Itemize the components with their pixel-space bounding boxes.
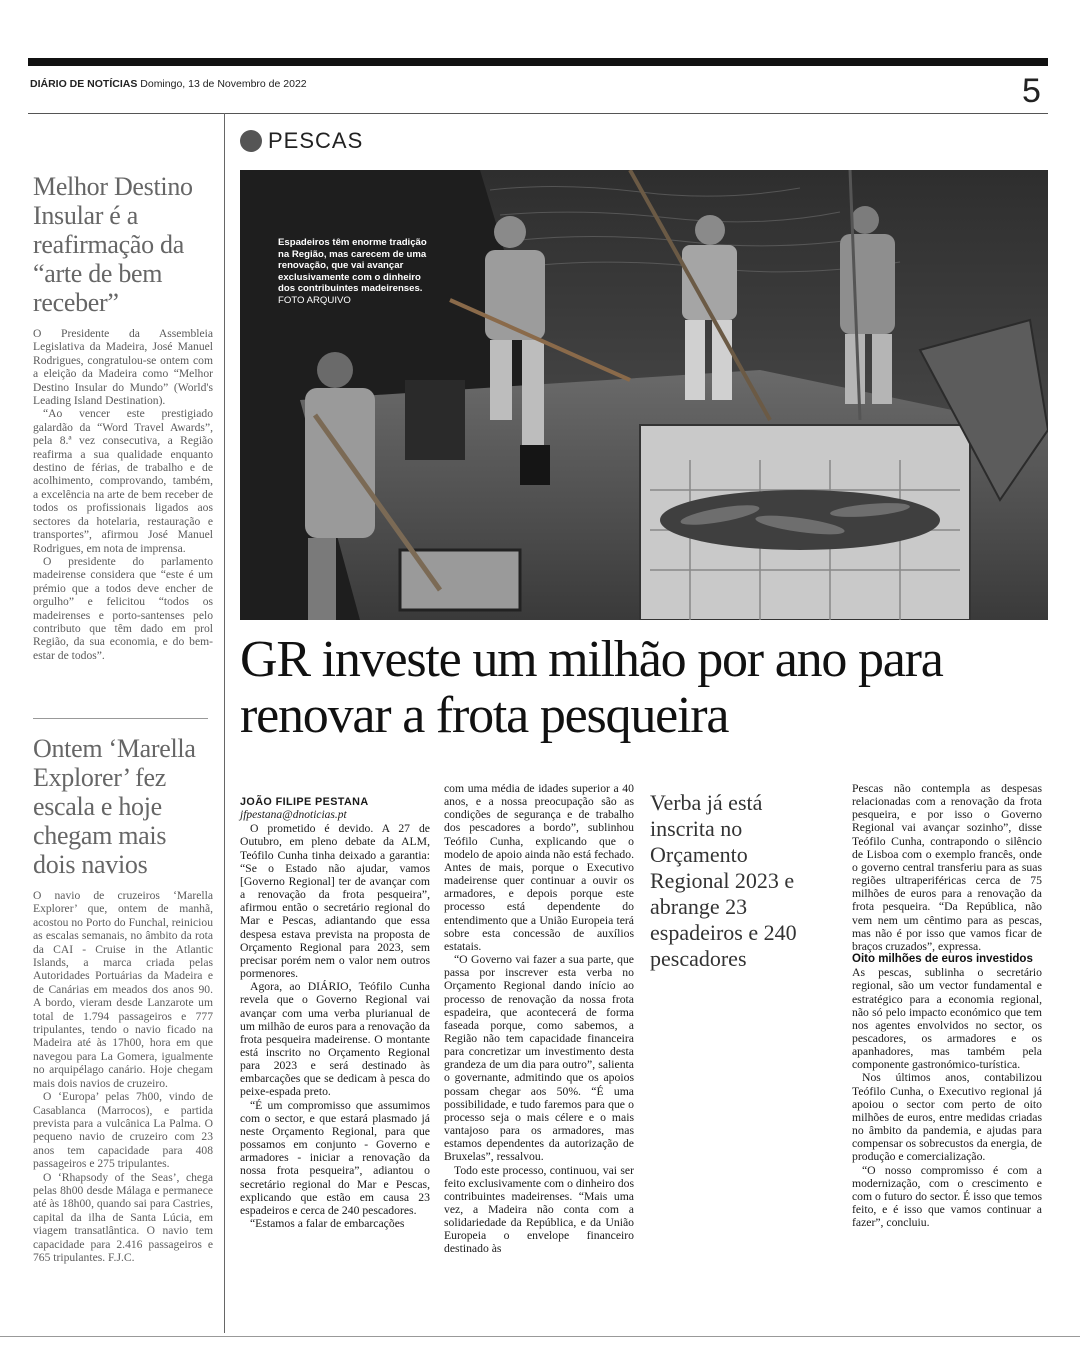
publication-date: Domingo, 13 de Novembro de 2022 (140, 78, 307, 90)
sidebar-separator (33, 718, 208, 719)
sidebar-story-1-paragraph: O Presidente da Assembleia Legislativa da Madeira, José Manuel Rodrigues, congratulou-se ontem com a eleição da Madeira como “Melhor Destino Insular do Mundo” (World's Leading Island Destination). (33, 327, 213, 408)
article-column-1 (240, 796, 430, 1230)
article-paragraph: As pescas, sublinha o secretário regional, são um vector fundamental e estratégico para a economia regional, não só pelo impacto económico que tem nos agentes envolvidos no sector, os pescadores, os armadores e os apanhadores, mas também pela componente gastronómico-turística. (852, 966, 1042, 1072)
article-headline: GR investe um milhão por ano para renovar a frota pesqueira (240, 631, 943, 744)
pull-quote: Verba já está inscrita no Orçamento Regional 2023 e abrange 23 espadeiros e 240 pescadores (650, 790, 797, 971)
section-label: PESCAS (268, 128, 364, 153)
article-paragraph: “O Governo vai fazer a sua parte, que passa por inscrever esta verba no Orçamento Regional dando início ao processo de renovação da nossa frota espadeira, que acontecerá de forma faseada porque, como sabemos, a Região não tem capacidade financeira para concretizar um investimento desta grandeza de um dia para outro”, salienta o governante, admitindo que os apoios possam chegar aos 50%. “É uma possibilidade, e tudo faremos para que o processo seja o mais célere e o mais vantajoso para os armadores, mas estamos dependentes da autorização de Bruxelas”, ressalvou. (444, 953, 634, 1164)
sidebar-story-1 (33, 172, 213, 662)
article-paragraph: Todo este processo, continuou, vai ser feito exclusivamente com o dinheiro dos contribuintes madeirenses. “Mais uma vez, a Madeira não conta com a solidariedade da República, e da União Europeia o envelope financeiro destinado às (444, 1163, 634, 1256)
header-rule (28, 113, 1048, 114)
sidebar-story-1-title: Melhor Destino Insular é a reafirmação da “arte de bem receber” (33, 172, 193, 317)
section-tag (240, 128, 363, 154)
sidebar-story-2-title: Ontem ‘Marella Explorer’ fez escala e hoje chegam mais dois navios (33, 734, 196, 879)
bottom-rule (0, 1336, 1080, 1337)
sidebar-story-2 (33, 734, 213, 1264)
sidebar-story-1-paragraph: “Ao vencer este prestigiado galardão da “Word Travel Awards”, pela 8.ª vez consecutiva, a Região reafirma a sua qualidade enquanto destino de férias, de trabalho e de acolhimento, comprovando, também, a excelência na arte de bem receber de todos os profissionais ligados aos sectores da hotelaria, restauração e transportes”, afirmou José Manuel Rodrigues, em nota de imprensa. (33, 407, 213, 555)
page-header (30, 78, 307, 90)
article-column-2 (444, 782, 634, 1256)
article-subhead: Oito milhões de euros investidos (852, 953, 1033, 966)
article-byline: JOÃO FILIPE PESTANA (240, 796, 369, 808)
article-paragraph: Nos últimos anos, contabilizou Teófilo Cunha, o Executivo regional já apoiou o sector com perto de oito milhões de euros, entre medidas criadas no âmbito da pandemia, e ajudas para compensar os sobrecustos da energia, de produção e comercialização. (852, 1071, 1042, 1164)
article-paragraph: “É um compromisso que assumimos com o sector, e que estará plasmado já neste Orçamento Regional, para que possamos em conjunto - Governo e armadores - iniciar a renovação da nossa frota pesqueira”, adiantou o secretário regional do Mar e Pescas, explicando que estão em causa 23 espadeiros e cerca de 240 pescadores. (240, 1098, 430, 1217)
article-paragraph: Pescas não contempla as despesas relacionadas com a renovação da frota pesqueira, e por isso o Governo Regional vai avançar sozinho”, disse Teófilo Cunha, contrapondo o silêncio de Lisboa com o exemplo francês, onde o governo central transferiu para as suas regiões ultraperiféricas cerca de 75 milhões de euros para a renovação da frota pesqueira. “Da República, não vem nem um cêntimo para as pescas, mas não é por isso que vamos ficar de braços cruzados”, expressa. (852, 782, 1042, 953)
article-paragraph: com uma média de idades superior a 40 anos, e a nossa preocupação são as condições de segurança e de trabalho dos pescadores a bordo”, sublinhou Teófilo Cunha, explicando que o modelo de apoio ainda não está fechado. Antes de mais, porque o Executivo madeirense quer continuar a ouvir os armadores, e depois porque este processo está dependente do entendimento que a União Europeia terá sobre esta concessão de auxílios estatais. (444, 782, 634, 953)
article-paragraph: “O nosso compromisso é com a modernização, com o crescimento e com o futuro do sector. É isso que temos feito, e é isso que vamos continuar a fazer”, concluiu. (852, 1163, 1042, 1230)
column-divider (224, 113, 225, 1333)
article-column-4 (852, 782, 1042, 1229)
publication-name: DIÁRIO DE NOTÍCIAS (30, 78, 138, 90)
page-number: 5 (1022, 72, 1041, 110)
sidebar-story-2-paragraph: O ‘Europa’ pelas 7h00, vindo de Casablanca (Marrocos), e partida prevista para a vulcânica La Palma. O pequeno navio de cruzeiro com 23 anos tem capacidade para 408 passageiros e 275 tripulantes. (33, 1090, 213, 1171)
sidebar-story-2-paragraph: O navio de cruzeiros ‘Marella Explorer’ que, ontem de manhã, acostou no Porto do Funchal, reiniciou as escalas semanais, no âmbito da rota da CAI - Cruise in the Atlantic Islands, a marca criada pelas Autoridades Portuárias da Madeira e de Canárias em meados dos anos 90. A bordo, vieram desde Lanzarote um total de 1.794 passageiros e 777 tripulantes, tendo o navio ficado na Madeira até às 17h00, hora em que navegou para La Gomera, igualmente no arquipélago canário. Hoje chegam mais dois navios de cruzeiro. (33, 889, 213, 1090)
section-dot-icon (240, 130, 262, 152)
photo-caption (278, 237, 428, 307)
photo-credit: FOTO ARQUIVO (278, 294, 351, 306)
masthead-bar (28, 58, 1048, 66)
article-paragraph: “Estamos a falar de embarcações (250, 1217, 405, 1230)
author-email[interactable]: jfpestana@dnoticias.pt (240, 809, 347, 822)
sidebar-story-2-paragraph: O ‘Rhapsody of the Seas’, chega pelas 8h00 desde Málaga e permanece até às 18h00, quando sai para Castries, capital da ilha de Santa Lúcia, em viagem transatlântica. O navio tem capacidade para 2.416 passageiros e 765 tripulantes. F.J.C. (33, 1170, 213, 1264)
article-paragraph: Agora, ao DIÁRIO, Teófilo Cunha revela que o Governo Regional vai avançar com uma verba plurianual de um milhão de euros para a renovação da frota pesqueira madeirense. O montante está inscrito no Orçamento Regional para 2023 e será destinado às embarcações que se dedicam à pesca do peixe-espada preto. (240, 980, 430, 1099)
sidebar-story-1-paragraph: O presidente do parlamento madeirense considera que “este é um prémio que a todos deve encher de orgulho” e felicitou “todos os madeirenses e porto-santenses pelo contributo que têm dado em prol Região, da sua economia, e do bem-estar de todos”. (33, 554, 213, 662)
photo-caption-text: Espadeiros têm enorme tradição na Região, mas carecem de uma renovação, que vai avançar exclusivamente com o dinheiro dos contribuintes madeirenses. (278, 237, 427, 295)
article-paragraph: O prometido é devido. A 27 de Outubro, em pleno debate da ALM, Teófilo Cunha tinha deixado a garantia: “Se o Estado não ajudar, vamos [Governo Regional] ter de avançar com a renovação da frota pesqueira”, afirmou então o secretário regional do Mar e Pescas, adiantando que essa despesa estava prevista na proposta de Orçamento Regional para 2023, sem precisar porém nem o valor nem outros pormenores. (240, 822, 430, 981)
